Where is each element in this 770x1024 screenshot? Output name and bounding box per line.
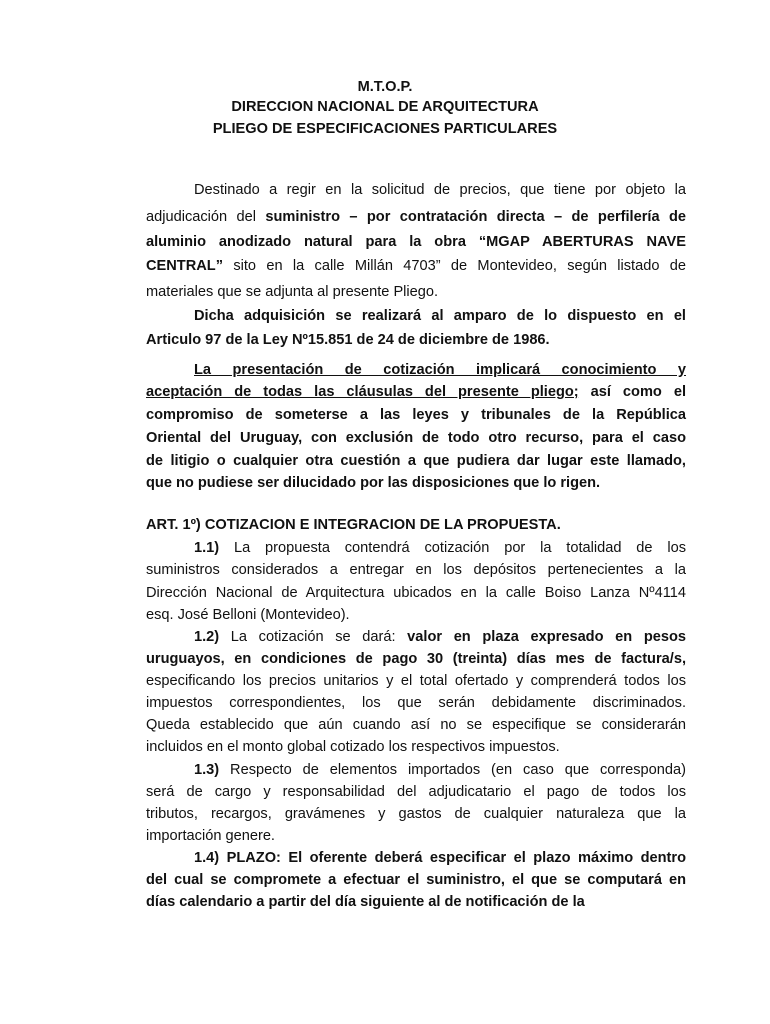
p13-line-2: será de cargo y responsabilidad del adjudicatario el pago de todos los [146,784,686,800]
p13-number: 1.3) [194,762,220,778]
intro-text: adjudicación del [146,209,266,225]
p14-line-2: del cual se compromete a efectuar el suministro, el que se computará en [146,872,686,888]
p14-line-3: días calendario a partir del día siguiente al de notificación de la [146,894,585,910]
intro-line-1: Destinado a regir en la solicitud de precios, que tiene por objeto la [194,182,686,198]
intro-line-2 [146,206,686,228]
clause-line-2 [146,381,686,403]
header-agency: M.T.O.P. [357,79,413,95]
p12-number: 1.2) [194,629,220,645]
p12-line-2: uruguayos, en condiciones de pago 30 (treinta) días mes de factura/s, [146,651,686,667]
clause-underlined: aceptación de todas las cláusulas del presente pliego; [146,384,579,400]
p11-number: 1.1) [194,540,220,556]
p14-line-1: 1.4) PLAZO: El oferente deberá especificar el plazo máximo dentro [194,850,686,866]
article-1-heading: ART. 1º) COTIZACION E INTEGRACION DE LA PROPUESTA. [146,517,561,533]
clause-line-3: compromiso de someterse a las leyes y tribunales de la República [146,407,686,423]
p13-line-3: tributos, recargos, gravámenes y gastos de cualquier naturaleza que la [146,806,686,822]
intro-text-location: sito en la calle Millán 4703” de Montevideo, según listado de [223,258,686,274]
header-title: PLIEGO DE ESPECIFICACIONES PARTICULARES [212,121,558,137]
p12-line-5: Queda establecido que aún cuando así no se especifique se considerarán [146,717,686,733]
clause-line-4: Oriental del Uruguay, con exclusión de todo otro recurso, para el caso [146,430,686,446]
header-direction: DIRECCION NACIONAL DE ARQUITECTURA [231,99,539,115]
legal-line-1: Dicha adquisición se realizará al amparo de lo dispuesto en el [194,308,686,324]
p12-bold: valor en plaza expresado en pesos [407,629,686,645]
clause-continuation: así como el [578,384,686,400]
p12-line-6: incluidos en el monto global cotizado los respectivos impuestos. [146,739,560,755]
intro-bold-central: CENTRAL” [146,258,224,274]
p12-line-1 [194,626,686,648]
p12-line-3: especificando los precios unitarios y el total ofertado y comprenderá todos los [146,673,686,689]
p11-text: La propuesta contendrá cotización por la totalidad de los [219,540,686,556]
p11-line-4: esq. José Belloni (Montevideo). [146,607,350,623]
intro-line-5: materiales que se adjunta al presente Pliego. [146,284,439,300]
intro-line-3: aluminio anodizado natural para la obra “MGAP ABERTURAS NAVE [146,234,686,250]
clause-line-5: de litigio o cualquier otra cuestión a que pudiera dar lugar este llamado, [146,453,686,469]
p13-line-1 [194,759,686,781]
intro-bold: suministro – por contratación directa – de perfilería de [265,209,686,225]
clause-line-1: La presentación de cotización implicará conocimiento y [194,362,686,378]
p13-text: Respecto de elementos importados (en caso que corresponda) [219,762,686,778]
legal-line-2: Articulo 97 de la Ley Nº15.851 de 24 de diciembre de 1986. [146,332,550,348]
p12-line-4: impuestos correspondientes, los que serán debidamente discriminados. [146,695,686,711]
p13-line-4: importación genere. [146,828,275,844]
p11-line-2: suministros considerados a entregar en los depósitos pertenecientes a la [146,562,686,578]
intro-line-4 [146,255,686,277]
p11-line-1 [194,537,686,559]
clause-line-6: que no pudiese ser dilucidado por las disposiciones que lo rigen. [146,475,601,491]
p11-line-3: Dirección Nacional de Arquitectura ubicados en la calle Boiso Lanza Nº4114 [146,585,686,601]
p12-text: La cotización se dará: [219,629,408,645]
